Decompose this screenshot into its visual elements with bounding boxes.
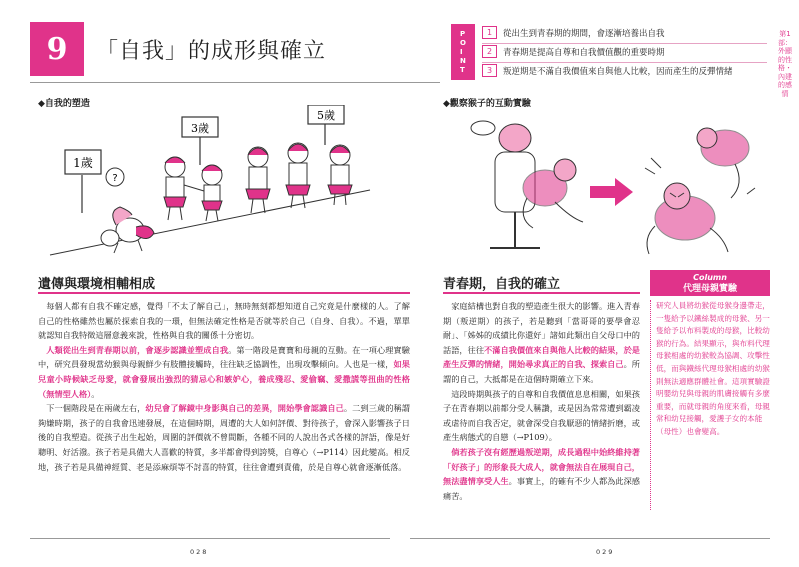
right-paragraph <box>443 299 640 387</box>
left-paragraph <box>38 343 410 401</box>
arrow-icon <box>590 178 633 206</box>
point-number: 1 <box>482 26 497 39</box>
point-letters <box>460 30 466 75</box>
body-run: 家庭結構也對自我的塑造產生很大的影響。進入青春期（叛逆期）的孩子，若是聽到「當哥哥的要學會忍耐」、「姊姊的成績比你還好」諸如此類出自父母口中的話語，往往 <box>443 301 640 355</box>
age-sign-3 <box>182 117 218 165</box>
monkey-experiment-illustration <box>455 108 765 263</box>
left-paragraph <box>38 299 410 343</box>
right-page-number: 029 <box>596 548 615 556</box>
body-run: 。事實上，的確有不少人都為此深感痛苦。 <box>443 476 640 501</box>
chapter-number-box <box>30 22 84 76</box>
highlight-text: 不滿自我價值來自與他人比較的結果，於是產生反彈的情緒，開始尋求真正的自我、探索自己 <box>443 344 640 370</box>
left-page-number: 028 <box>190 548 209 556</box>
body-run: 下一個階段是在兩歲左右， <box>46 403 146 414</box>
point-letter: T <box>460 65 465 74</box>
point-text: 從出生到青春期的期間，會逐漸培養出自我 <box>503 28 665 39</box>
age-label-1: 1歲 <box>73 156 93 170</box>
point-letter: I <box>460 47 463 56</box>
point-number: 3 <box>482 64 497 77</box>
children-group-figure <box>246 143 352 213</box>
self-formation-illustration <box>40 105 410 265</box>
right-body-text <box>443 299 640 503</box>
left-paragraph <box>38 401 410 474</box>
age-sign-5 <box>308 105 344 145</box>
column-header <box>650 270 770 296</box>
right-paragraph <box>443 387 640 445</box>
point-letter: P <box>460 29 466 38</box>
column-label: Column <box>693 273 727 282</box>
point-badge <box>451 24 475 80</box>
point-item-3 <box>482 64 733 77</box>
right-heading-rule <box>443 292 640 294</box>
highlight-text: 倘若孩子沒有經歷過叛逆期，成長過程中始終維持著「好孩子」的形象長大成人，就會無法自在展現自己，無法盡情享受人生 <box>443 446 640 487</box>
left-figure-label: ◆自我的塑造 <box>38 99 90 109</box>
age-label-3: 3歲 <box>191 122 209 135</box>
left-body-text <box>38 299 410 474</box>
point-text: 青春期是提高自尊和自我價值觀的重要時期 <box>503 47 665 58</box>
body-run: 每個人都有自我不確定感，覺得「不太了解自己」，無時無刻都想知道自己究竟是什麼樣的人。了解自己的性格雖然也屬於探索自我的一環，但無法確定性格是否就等於自己（自身、自我）。不過，單單就認知自我特徵這層意義來說，性格與自我的關係十分密切。 <box>38 301 410 341</box>
right-section-heading: 青春期，自我的確立 <box>443 277 561 292</box>
right-figure-label: ◆觀察猴子的互動實驗 <box>443 99 531 109</box>
highlight-text: 人類從出生到青春期以前，會逐步認識並塑成自我 <box>46 344 229 355</box>
age-label-5: 5歲 <box>317 109 335 122</box>
left-bottom-rule <box>30 538 390 539</box>
point-item-1 <box>482 26 665 39</box>
highlight-text: 幼兒會了解鏡中身影與自己的差異，開始學會認識自己 <box>145 403 344 414</box>
baby-figure <box>101 207 154 253</box>
point-letter: N <box>460 56 466 65</box>
point-number: 2 <box>482 45 497 58</box>
question-mark: ? <box>112 173 118 184</box>
side-chapter-text: 第1部：外顯的性格・內建的感情 <box>778 30 792 98</box>
body-run: 。二到三歲的稱謂夠嫌時期，孩子的自我會迅速發展，在這個時期，周遭的大人如何評價、對待孩子，會深入影響孩子日後的自我塑造。從孩子出生起始，周圍的評價就不曾間斷，各種不同的人說出各式各樣的評語，像是好聰明、好活潑。孩子若是具備大人喜歡的特質，多半都會得到誇獎，自尊心（→P114）因此變高。相反地，孩子若是具備神經質、老是添麻煩等不討喜的特質，往往會遭到責備，於是自尊心就會逐漸低落。 <box>38 403 410 472</box>
left-section-heading: 遺傳與環境相輔相成 <box>38 277 156 292</box>
column-body: 研究人員將幼猴從母猴身邊帶走，一隻給予以鐵絲製成的母猴、另一隻給予以布料製成的母猴，比較幼猴的行為。結果顯示，與布料代理母猴相處的幼猴較為協調、攻擊性低，而與鐵絲代理母猴相處的幼猴則無法適應群體社會。這項實驗證明嬰幼兒與母親的肌膚接觸有多麼重要，而就母親的角度來看，母親常和幼兒接觸，愛護子女的本能（母性）也會變高。 <box>650 300 770 510</box>
point-letter: O <box>460 38 466 47</box>
point-text: 叛逆期是不滿自我價值來自與他人比較，因而產生的反彈情緒 <box>503 66 733 77</box>
body-run: 。第一階段是寶寶和母親的互動。在一項心理實驗中，研究員發現當幼猴與母親鮮少有肢體接觸時，往往缺乏協調性，出現攻擊傾向。人也是一樣， <box>38 344 410 370</box>
age-sign-1 <box>65 150 101 213</box>
column-title: 代理母親實驗 <box>682 284 737 294</box>
body-run: 這段時期與孩子的自尊和自我價值息息相關，如果孩子在青春期以前都分受人稱讚，或是因為常常遭到霸凌或虐待而自我否定，就會深受自我厭惡的情緒折磨，或產生病態式的自戀（→P109）。 <box>443 388 640 443</box>
body-run: 。 <box>91 388 100 399</box>
chapter-number: 9 <box>46 31 68 67</box>
aggressive-monkeys-figure <box>645 128 755 254</box>
toddler-pair-figure <box>164 157 222 221</box>
right-bottom-rule <box>410 538 770 539</box>
body-run: 。所謂的自己，大抵都是在這個時期確立下來。 <box>443 359 640 384</box>
page-title: 「自我」的成形與確立 <box>96 39 327 64</box>
point-item-2 <box>482 45 665 58</box>
right-paragraph <box>443 445 640 503</box>
highlight-text: 如果兒童小時候缺乏母愛，就會發展出強烈的猜忌心和嫉妒心，養成殘忍、愛偷竊、愛撒謊等扭曲的性格（無情型人格） <box>38 359 410 399</box>
point-divider <box>482 62 767 63</box>
title-divider <box>30 82 440 83</box>
left-heading-rule <box>38 292 410 294</box>
point-divider <box>482 43 767 44</box>
